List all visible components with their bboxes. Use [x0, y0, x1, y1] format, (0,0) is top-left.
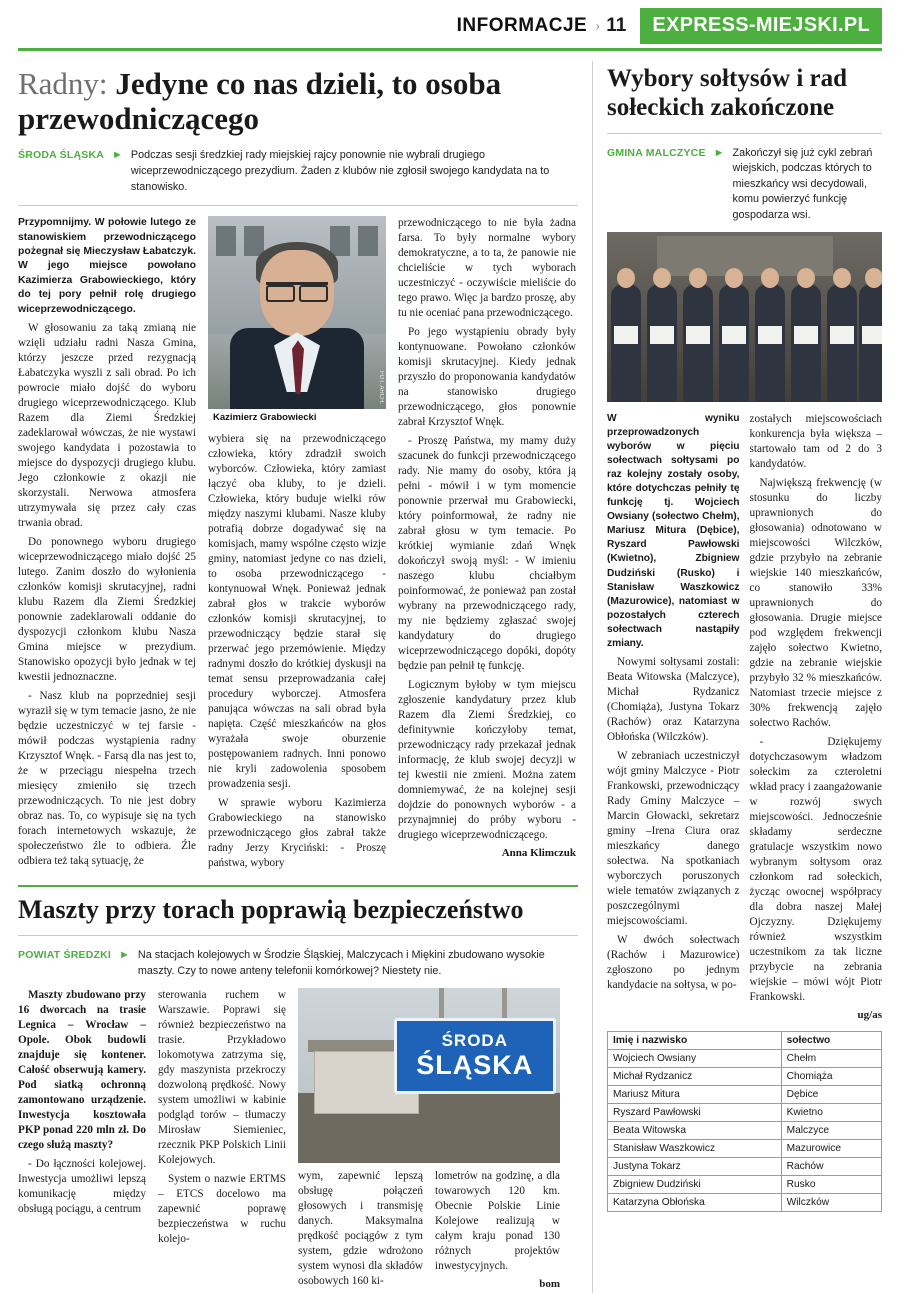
- main-headline: [18, 67, 578, 136]
- cell-village: Kwietno: [781, 1103, 881, 1121]
- photo-caption: Kazimierz Grabowiecki: [208, 409, 386, 426]
- cell-name: Katarzyna Obłońska: [608, 1193, 782, 1211]
- bottom-article: [18, 885, 578, 1292]
- group-photo: [607, 232, 882, 402]
- photo-credit: FOT. ARCH.: [378, 371, 384, 405]
- bottom-col-1: [18, 988, 146, 1293]
- right-column-zone: [592, 61, 882, 1293]
- paragraph: przewodniczącego to nie była żadna farsa. To były normalne wybory demokratyczne, a to ta, że panowie nie chcieliście w tych wyborach uczestniczyć - oczywiście mieliście do tego prawo. Więc ja bardzo proszę, aby tu nie oceniać pana przewodniczącego.: [398, 217, 576, 320]
- cell-name: Justyna Tokarz: [608, 1157, 782, 1175]
- cell-name: Wojciech Owsiany: [608, 1049, 782, 1067]
- bottom-dek: [18, 948, 578, 979]
- station-sign-line1: ŚRODA: [441, 1031, 508, 1051]
- paragraph: wym, zapewnić lepszą obsługę połączeń głosowych i transmisję danych. Maksymalna prędkość pociągów z tym system, gdzie wdrożono system wynosi dla składów osobowych 160 ki-: [298, 1169, 423, 1287]
- paragraph: W sprawie wyboru Kazimierza Grabowieckiego na stanowisko przewodniczącego głos zabrał także radny Jerzy Kryciński: - Proszę państwa, wybory: [208, 797, 386, 870]
- station-photo: [298, 988, 560, 1163]
- paragraph: Przypomnijmy. W połowie lutego ze stanowiskiem przewodniczącego pożegnał się Mieczysław Łabatczyk. W jego miejsce powołano Kazimierza Grabowieckiego, który do tej pory pełnił rolę drugiego wiceprzewodniczącego.: [18, 217, 196, 315]
- table-header-row: [608, 1031, 882, 1049]
- table-row: [608, 1067, 882, 1085]
- right-col-1: [607, 412, 740, 1021]
- byline: bom: [539, 1277, 560, 1290]
- paragraph: W zebraniach uczestniczył wójt gminy Malczyce - Piotr Frankowski, przewodniczący Rady Gminy Malczyce –Marcin Głowacki, sekretarz gminy –Irena Ciura oraz mieszkańcy danego sołectwa. Na spotkaniach wyborczych poruszonych wiele tematów związanych z poszczególnymi miejscowościami.: [607, 750, 740, 928]
- paragraph: W głosowaniu za taką zmianą nie wzięli udziału radni Nasza Gmina, którzy jeszcze przed rezygnacją Łabatczyka wyszli z sali obrad. Po ich powrocie miało dojść do wyboru drugiego wiceprzewodniczącego. Klub Razem dla Ziemi Średzkiej zadeklarował wówczas, że nie wystawi swojego kandydata i pozostawia to miejsce do dyspozycji drugiego klubu. Jego członkowie z okazji nie skorzystali. Nerwowa atmosfera utrzymywała się przez cały czas trwania obrad.: [18, 321, 196, 529]
- divider: [18, 205, 578, 206]
- main-headline-rest: Jedyne co nas dzieli, to osoba przewodniczącego: [18, 66, 502, 136]
- paragraph: Po jego wystąpieniu obrady były kontynuowane. Powołano członków komisji skrutacyjnej. Kiedy jednak przyszło do proponowania kandydatów na stanowisko drugiego przewodniczącego, głos ponownie zabrał Krzysztof Wnęk.: [398, 326, 576, 429]
- cell-village: Mazurowice: [781, 1139, 881, 1157]
- cell-village: Dębice: [781, 1085, 881, 1103]
- table-row: [608, 1193, 882, 1211]
- masthead: [18, 0, 882, 44]
- paragraph: Logicznym byłoby w tym miejscu zgłoszenie kandydatury przez klub Razem dla Ziemi Średzkiej, co definitywnie kończyłoby temat, przewodniczący rady przekazał jednak informację, że klub swojej decyzji w tej kwestii nie zmieni. Można zatem domniemywać, że na kolejnej sesji dojdzie do ponownych wyborów - a przynajmniej do próby wyboru - drugiego wiceprzewodniczącego.: [398, 679, 576, 842]
- paragraph: Nowymi sołtysami zostali: Beata Witowska (Malczyce), Michał Rydzanicz (Chomiąża), Justyna Tokarz (Rachów) oraz Katarzyna Obłońska (Wilczków).: [607, 656, 740, 744]
- main-col-3: [398, 216, 576, 875]
- bottom-kicker: POWIAT ŚREDZKI: [18, 949, 112, 962]
- paragraph: W dwóch sołectwach (Rachów i Mazurowice) zgłoszono po jednym kandydacie na sołtysa, w po-: [607, 934, 740, 992]
- paragraph: lometrów na godzinę, a dla towarowych 120 km. Obecnie Polskie Linie Kolejowe realizują w całym kraju ponad 130 różnych projektów inwestycyjnych.: [435, 1169, 560, 1272]
- table-row: [608, 1175, 882, 1193]
- main-dek: [18, 148, 578, 195]
- table-row: [608, 1121, 882, 1139]
- masthead-rule: [18, 48, 882, 51]
- paragraph: sterowania ruchem w Warszawie. Poprawi się również bezpieczeństwo na trasie. Przykładowo lokomotywa zatrzyma się, gdy maszynista przekroczy dozwoloną prędkość. Nowy system umożliwi w kabinie podgląd torów – tłumaczy Mirosław Siemieniec, rzecznik PKP Polskich Linii Kolejowych.: [158, 988, 286, 1166]
- cell-village: Chełm: [781, 1049, 881, 1067]
- cell-name: Ryszard Pawłowski: [608, 1103, 782, 1121]
- paragraph: Maszty zbudowano przy 16 dworcach na trasie Legnica – Wrocław – Opole. Obok budowli znajduje się kontener. Całość obserwują kamery. Pod siatką ochronną zamontowano urządzenie. Inwestycja kosztowała PKP ponad 220 mln zł. Do czego służą maszty?: [18, 988, 146, 1151]
- cell-name: Beata Witowska: [608, 1121, 782, 1139]
- paragraph: W wyniku przeprowadzonych wyborów w pięciu sołectwach sołtysami po raz kolejny zostały osoby, które dotychczas pełniły tę funkcję tj. Wojciech Owsiany (sołectwo Chełm), Mariusz Mitura (Dębice), Ryszard Pawłowski (Kwietno), Zbigniew Dudziński (Rusko) i Stanisław Waszkowicz (Mazurowice), natomiast w pozostałych czterech sołectwach nastąpiły zmiany.: [607, 412, 740, 649]
- main-headline-lead: Radny:: [18, 66, 108, 101]
- cell-name: Stanisław Waszkowicz: [608, 1139, 782, 1157]
- right-col-2: [750, 412, 883, 1021]
- table-row: [608, 1139, 882, 1157]
- byline: ug/as: [857, 1008, 882, 1021]
- main-dek-text: Podczas sesji średzkiej rady miejskiej rajcy ponownie nie wybrali drugiego wiceprzewodniczącego prezydium. Żaden z klubów nie zgłosił swojego kandydata na to stanowisko.: [130, 149, 550, 193]
- table-row: [608, 1157, 882, 1175]
- divider: [18, 885, 578, 887]
- table-row: [608, 1085, 882, 1103]
- main-kicker: ŚRODA ŚLĄSKA: [18, 149, 105, 162]
- table-row: [608, 1103, 882, 1121]
- page-number: 11: [606, 15, 627, 36]
- paragraph: Największą frekwencję (w stosunku do liczby uprawnionych do głosowania) odnotowano w miejscowości Wilczków, gdzie przybyło na zebranie wiejskie 140 mieszkańców, co stanowiło 33% uprawnionych do głosowania. Drugie miejsce pod względem frekwencji zajęło sołectwo Kwietno, gdzie na zebranie wiejskie przybyło 32 % mieszkańców. Natomiast trzecie miejsce z 30% frekwencją zajęło sołectwo Rachów.: [749, 476, 882, 729]
- right-kicker: GMINA MALCZYCE: [607, 146, 706, 159]
- column-header-name: Imię i nazwisko: [608, 1031, 782, 1049]
- cell-name: Zbigniew Dudziński: [608, 1175, 782, 1193]
- cell-village: Wilczków: [781, 1193, 881, 1211]
- column-header-village: sołectwo: [781, 1031, 881, 1049]
- arrow-icon: ►: [119, 949, 130, 962]
- right-article-columns: [607, 412, 882, 1021]
- paragraph: - Proszę Państwa, my mamy duży szacunek do funkcji przewodniczącego rady. Nie mamy do osoby, która ją pełni - mówił i w tym momencie ponownie przerwał mu Grabowiecki, który poinformował, że radny nie zabrał głosu w tym temacie. Po krótkiej wymianie zdań Wnęk dokończył swoją myśl: - W imieniu naszego klubu chciałbym poinformować, że ponieważ pan został wybrany na przewodniczącego rady, my nie będziemy zgłaszać swojej kandydatury do drugiego wiceprzewodniczącego dopóki, dopóty będzie pan pełnił tę funkcję.: [398, 435, 576, 673]
- arrow-icon: ►: [713, 146, 725, 159]
- paragraph: Do ponownego wyboru drugiego wiceprzewodniczącego miało dojść 25 lutego. Zanim doszło do wyłonienia członków komisji skrutacyjnej, radni klubu Razem dla Ziemi Średzkiej ponownie zadeklarowali oddanie do dyspozycji członkom klubu Nasza Gmina miejsce w prezydium. Stanowisko opozycji było jednak w tej kwestii jednoznaczne.: [18, 535, 196, 683]
- bottom-headline: Maszty przy torach poprawią bezpieczeństwo: [18, 895, 524, 925]
- main-col-1: [18, 216, 196, 875]
- cell-name: Michał Rydzanicz: [608, 1067, 782, 1085]
- divider: [18, 935, 578, 936]
- left-column-zone: [18, 61, 578, 1293]
- chevron-right-icon: ›: [595, 17, 601, 34]
- station-sign: [394, 1018, 556, 1094]
- table-row: [608, 1049, 882, 1067]
- bottom-col-2: [158, 988, 286, 1293]
- arrow-icon: ►: [112, 149, 123, 162]
- divider: [607, 133, 882, 134]
- main-article-columns: [18, 216, 578, 875]
- paragraph: wybiera się na przewodniczącego człowieka, który zdradził swoich wyborców. Człowieka, który zamiast łączyć oba kluby, to je dzieli. Człowieka, który buduje wielki rów między naszymi klubami. Nasze kluby potrafią dobrze dogadywać się na komisjach, mamy wspólne często wizje gminy, natomiast jedyne co nas dzieli, to osoba przewodniczącego - kontynuował Wnęk. Ponieważ jednak zabrał głos w trakcie wyborów członków komisji skrutacyjnej, to przewodniczący będzie starał się przerwać jego przemówienie. Między radnymi doszło do krótkiej dyskusji na temat sensu przeprowadzania całej procedury wyborczej. Atmosfera panująca wówczas na sali obrad była napięta. Część mieszkańców na głos wyrażała swoje oburzenie postępowaniem radnych. Inni ponowo nie kryli zadowolenia sposobem prowadzenia sesji.: [208, 433, 386, 791]
- cell-village: Chomiąża: [781, 1067, 881, 1085]
- right-dek-text: Zakończył się już cykl zebrań wiejskich, podczas których to mieszkańcy wsi decydowali, komu powierzyć funkcję gospodarza wsi.: [732, 146, 873, 222]
- paragraph: - Nasz klub na poprzedniej sesji wyraził się w tym temacie jasno, że nie będzie uczestniczyć w tej farsie - mówił podczas wystąpienia radny Krzysztof Wnęk. - Farsą dla nas jest to, że w przeciągu niespełna trzech miesięcy zmieniło się trzech przewodniczących. To nie jest dobry obraz nas. To, co wypisuje się na tych forach internetowych wskazuje, że społeczeństwo źle to odbiera. Źle odbiera też taką sytuację, że: [18, 689, 196, 867]
- bottom-dek-text: Na stacjach kolejowych w Środzie Śląskiej, Malczycach i Miękini zbudowano wysokie maszty. Czy to nowe anteny telefonii komórkowej? Niestety nie.: [137, 949, 545, 977]
- right-dek: [607, 146, 882, 224]
- byline: Anna Klimczuk: [501, 847, 576, 860]
- bottom-col-3: [298, 988, 560, 1293]
- cell-village: Rusko: [781, 1175, 881, 1193]
- paragraph: - Dziękujemy dotychczasowym władzom sołeckim za czteroletni wkład pracy i zaangażowanie w rozwój swych miejscowości. Jednocześnie składamy serdeczne gratulacje wszystkim nowo wybranym sołtysom oraz członkom rad sołeckich, życząc owocnej współpracy dla dobra naszej Małej Ojczyzny. Dziękujemy również wszystkim uczestnikom za tak liczne przybycie na zebrania wiejskie – mówi wójt Piotr Frankowski.: [749, 735, 882, 1003]
- brand-logo: EXPRESS-MIEJSKI.PL: [640, 8, 882, 44]
- cell-name: Mariusz Mitura: [608, 1085, 782, 1103]
- section-label: INFORMACJE: [456, 15, 588, 36]
- soltysi-table: [607, 1031, 882, 1212]
- right-headline: Wybory sołtysów i rad sołeckich zakończone: [607, 65, 848, 121]
- bottom-article-columns: [18, 988, 578, 1293]
- portrait-photo: [208, 216, 386, 426]
- paragraph: System o nazwie ERTMS – ETCS docelowo ma zapewnić poprawę bezpieczeństwa w ruchu kolejo-: [158, 1172, 286, 1245]
- main-col-2: [208, 216, 386, 875]
- paragraph: zostałych miejscowościach konkurencja była większa – startowało tam od 2 do 3 kandydatów.: [749, 412, 882, 470]
- cell-village: Rachów: [781, 1157, 881, 1175]
- station-sign-line2: ŚLĄSKA: [416, 1050, 534, 1081]
- cell-village: Malczyce: [781, 1121, 881, 1139]
- paragraph: - Do łączności kolejowej. Inwestycja umożliwi lepszą komunikację między obsługą pociągu, a centrum: [18, 1157, 146, 1215]
